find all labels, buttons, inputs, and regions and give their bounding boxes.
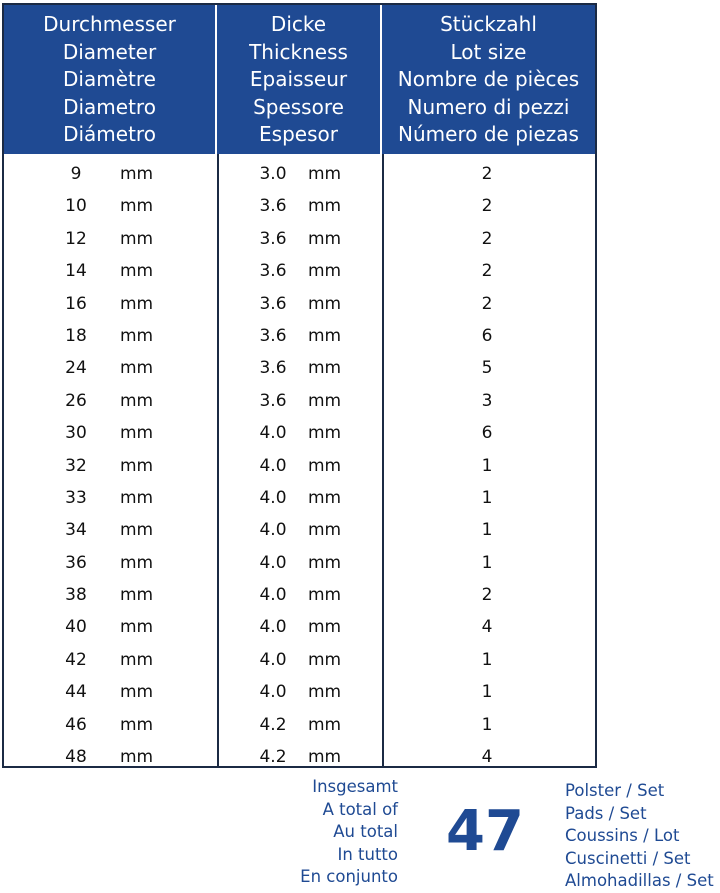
- lot-size-value: 6: [481, 423, 493, 444]
- table-row: [4, 223, 595, 255]
- thickness-value: 3.6: [259, 293, 287, 314]
- table-rows: [4, 158, 595, 773]
- diameter-value: 26: [65, 390, 87, 411]
- diameter-value: 40: [65, 617, 87, 638]
- thickness-unit: mm: [308, 552, 342, 573]
- table-body: [4, 154, 595, 766]
- table-row: [4, 417, 595, 449]
- header-thickness-en: Thickness: [249, 39, 348, 64]
- total-label-en: A total of: [322, 799, 398, 819]
- table-row: [4, 255, 595, 287]
- diameter-unit: mm: [120, 455, 154, 476]
- thickness-unit: mm: [308, 649, 342, 670]
- thickness-value: 3.6: [259, 196, 287, 217]
- thickness-unit: mm: [308, 455, 342, 476]
- table-row: [4, 352, 595, 384]
- thickness-unit: mm: [308, 423, 342, 444]
- thickness-value: 4.0: [259, 520, 287, 541]
- diameter-value: 16: [65, 293, 87, 314]
- header-diameter-fr: Diamètre: [63, 67, 156, 91]
- lot-size-value: 1: [481, 487, 493, 508]
- diameter-value: 18: [65, 325, 87, 346]
- thickness-value: 4.0: [259, 617, 287, 638]
- diameter-unit: mm: [120, 325, 154, 346]
- thickness-unit: mm: [308, 228, 342, 249]
- diameter-unit: mm: [120, 390, 154, 411]
- thickness-value: 4.0: [259, 649, 287, 670]
- set-label-en: Pads / Set: [565, 803, 647, 823]
- thickness-value: 3.6: [259, 261, 287, 282]
- set-label-es: Almohadillas / Set: [565, 871, 714, 890]
- lot-size-value: 2: [481, 261, 493, 282]
- diameter-value: 12: [65, 228, 87, 249]
- diameter-value: 48: [65, 747, 87, 768]
- lot-size-value: 1: [481, 714, 493, 735]
- thickness-value: 3.0: [259, 164, 287, 184]
- lot-size-value: 1: [481, 552, 493, 573]
- table-row: [4, 741, 595, 773]
- table-row: [4, 644, 595, 676]
- lot-size-value: 3: [481, 390, 493, 411]
- set-label-fr: Coussins / Lot: [565, 826, 680, 845]
- table-row: [4, 482, 595, 514]
- table-row: [4, 320, 595, 352]
- header-thickness: [217, 5, 382, 154]
- header-diameter-de: Durchmesser: [43, 12, 176, 36]
- set-label-it: Cuscinetti / Set: [565, 848, 691, 868]
- header-lot-en: Lot size: [450, 39, 527, 64]
- diameter-value: 34: [65, 520, 87, 541]
- table-row: [4, 611, 595, 643]
- diameter-value: 46: [65, 714, 87, 735]
- total-labels: [300, 776, 398, 889]
- header-lot-size: [382, 5, 595, 154]
- header-diameter-es: Diámetro: [63, 122, 156, 146]
- lot-size-value: 6: [481, 325, 493, 346]
- table-row: [4, 709, 595, 741]
- thickness-unit: mm: [308, 325, 342, 346]
- diameter-value: 10: [65, 196, 87, 217]
- lot-size-value: 2: [481, 196, 493, 217]
- thickness-value: 4.0: [259, 682, 287, 703]
- diameter-value: 33: [65, 487, 87, 508]
- table-row: [4, 288, 595, 320]
- header-thickness-it: Spessore: [253, 94, 344, 119]
- thickness-value: 3.6: [259, 390, 287, 411]
- thickness-unit: mm: [308, 747, 342, 768]
- diameter-unit: mm: [120, 358, 154, 379]
- thickness-value: 4.0: [259, 552, 287, 573]
- diameter-value: 30: [65, 423, 87, 444]
- diameter-unit: mm: [120, 649, 154, 670]
- diameter-unit: mm: [120, 423, 154, 444]
- diameter-value: 44: [65, 682, 87, 703]
- thickness-unit: mm: [308, 585, 342, 606]
- lot-size-value: 1: [481, 520, 493, 541]
- diameter-unit: mm: [120, 714, 154, 735]
- thickness-value: 4.0: [259, 487, 287, 508]
- thickness-unit: mm: [308, 196, 342, 217]
- header-lot-es: Número de piezas: [398, 122, 579, 146]
- lot-size-value: 2: [481, 293, 493, 314]
- thickness-value: 3.6: [259, 228, 287, 249]
- table-header: [4, 5, 595, 154]
- set-label-de: Polster / Set: [565, 781, 665, 800]
- lot-size-value: 2: [481, 164, 493, 184]
- header-lot-fr: Nombre de pièces: [397, 67, 580, 91]
- header-diameter-en: Diameter: [62, 39, 157, 64]
- diameter-unit: mm: [120, 261, 154, 282]
- lot-size-value: 5: [481, 358, 493, 379]
- diameter-unit: mm: [120, 164, 154, 184]
- diameter-unit: mm: [120, 293, 154, 314]
- thickness-unit: mm: [308, 358, 342, 379]
- header-thickness-de: Dicke: [270, 12, 327, 36]
- thickness-unit: mm: [308, 617, 342, 638]
- set-labels: [565, 780, 714, 893]
- specification-table: [2, 3, 597, 768]
- diameter-unit: mm: [120, 585, 154, 606]
- thickness-unit: mm: [308, 293, 342, 314]
- thickness-unit: mm: [308, 390, 342, 411]
- thickness-unit: mm: [308, 261, 342, 282]
- table-row: [4, 547, 595, 579]
- diameter-value: 32: [65, 455, 87, 476]
- diameter-unit: mm: [120, 617, 154, 638]
- lot-size-value: 2: [481, 585, 493, 606]
- thickness-unit: mm: [308, 682, 342, 703]
- table-row: [4, 514, 595, 546]
- table-row: [4, 579, 595, 611]
- thickness-value: 3.6: [259, 358, 287, 379]
- diameter-value: 42: [65, 649, 87, 670]
- table-row: [4, 676, 595, 708]
- header-lot-de: Stückzahl: [440, 12, 537, 36]
- diameter-unit: mm: [120, 487, 154, 508]
- header-diameter-it: Diametro: [63, 94, 156, 119]
- thickness-value: 4.2: [259, 747, 287, 768]
- thickness-unit: mm: [308, 487, 342, 508]
- total-label-de: Insgesamt: [312, 777, 398, 796]
- diameter-value: 9: [70, 164, 82, 184]
- table-row: [4, 450, 595, 482]
- lot-size-value: 1: [481, 455, 493, 476]
- lot-size-value: 4: [481, 747, 493, 768]
- table-row: [4, 190, 595, 222]
- lot-size-value: 2: [481, 228, 493, 249]
- thickness-value: 3.6: [259, 325, 287, 346]
- header-lot-it: Numero di pezzi: [407, 94, 570, 119]
- thickness-value: 4.0: [259, 455, 287, 476]
- thickness-unit: mm: [308, 164, 342, 184]
- total-label-it: In tutto: [337, 844, 398, 864]
- lot-size-value: 1: [481, 682, 493, 703]
- header-thickness-fr: Epaisseur: [249, 67, 348, 91]
- diameter-value: 38: [65, 585, 87, 606]
- thickness-value: 4.2: [259, 714, 287, 735]
- total-label-fr: Au total: [333, 822, 398, 841]
- total-label-es: En conjunto: [300, 867, 398, 886]
- diameter-value: 36: [65, 552, 87, 573]
- total-count: 47: [446, 799, 524, 864]
- diameter-value: 14: [65, 261, 87, 282]
- diameter-unit: mm: [120, 552, 154, 573]
- lot-size-value: 1: [481, 649, 493, 670]
- header-thickness-es: Espesor: [259, 122, 338, 146]
- diameter-unit: mm: [120, 196, 154, 217]
- header-diameter: [4, 5, 217, 154]
- table-row: [4, 385, 595, 417]
- thickness-unit: mm: [308, 520, 342, 541]
- diameter-unit: mm: [120, 228, 154, 249]
- lot-size-value: 4: [481, 617, 493, 638]
- diameter-unit: mm: [120, 520, 154, 541]
- diameter-unit: mm: [120, 747, 154, 768]
- diameter-value: 24: [65, 358, 87, 379]
- diameter-unit: mm: [120, 682, 154, 703]
- thickness-value: 4.0: [259, 423, 287, 444]
- table-row: [4, 158, 595, 190]
- thickness-value: 4.0: [259, 585, 287, 606]
- thickness-unit: mm: [308, 714, 342, 735]
